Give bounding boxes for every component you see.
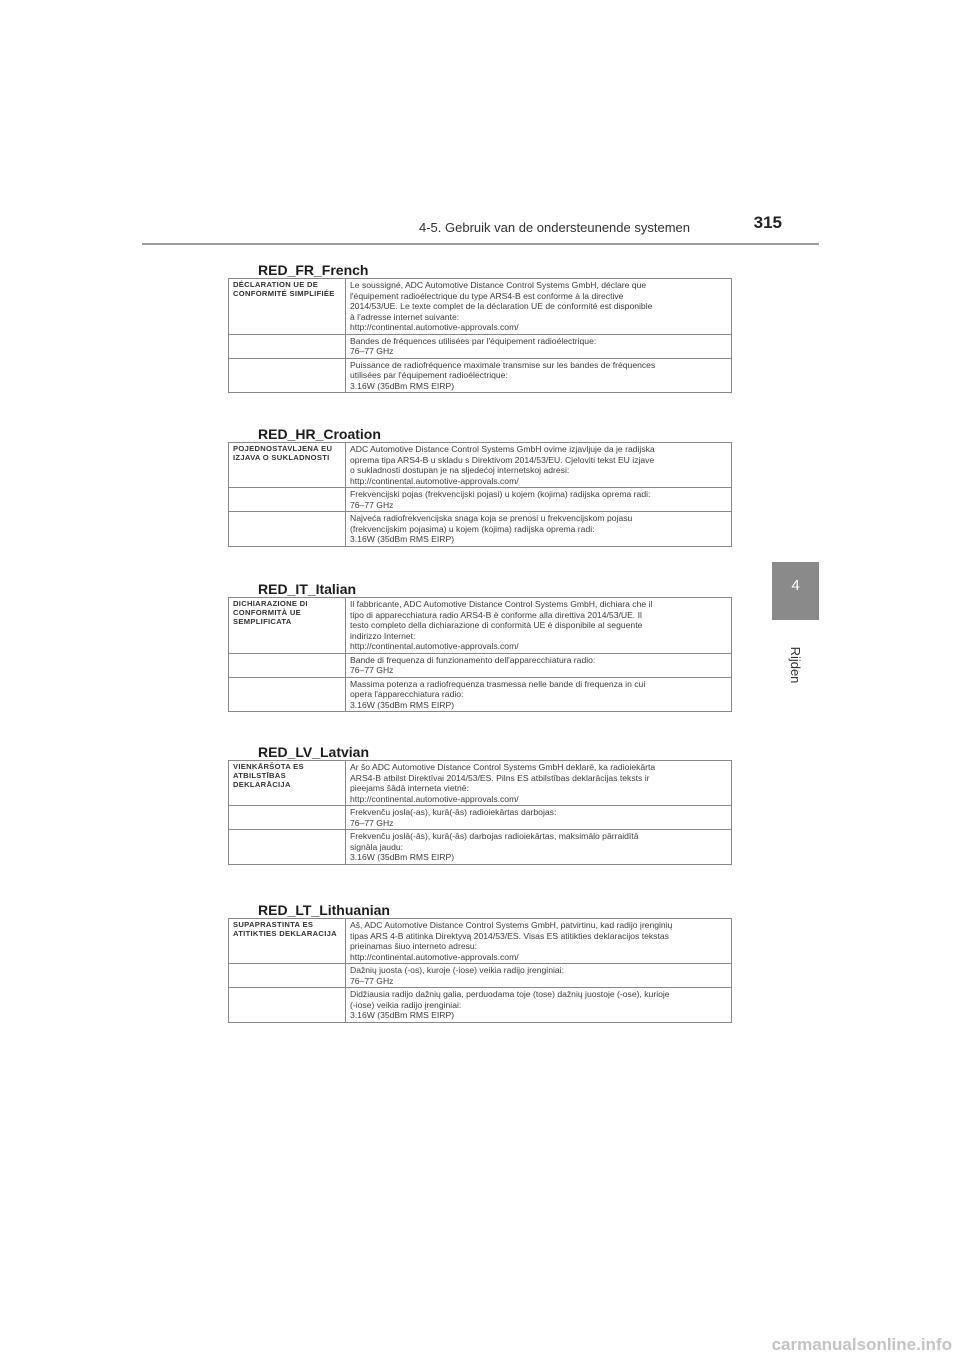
text-line: 3.16W (35dBm RMS EIRP): [350, 852, 455, 862]
declaration-label: [229, 358, 346, 393]
table-row: [229, 806, 732, 830]
declaration-text: [346, 806, 732, 830]
section-heading: RED_LT_Lithuanian: [258, 902, 390, 918]
text-line: ARS4-B atbilst Direktīvai 2014/53/ES. Pilns ES atbilstības deklarācijas teksts ir: [350, 772, 650, 783]
declaration-text: [346, 677, 732, 712]
declaration-label: [229, 806, 346, 830]
declaration-text: [346, 653, 732, 677]
text-line: http://continental.automotive-approvals.com/: [350, 322, 519, 332]
text-line: prieinamas šiuo interneto adresu:: [350, 941, 478, 951]
declaration-text: [346, 443, 732, 488]
declaration-label: [229, 830, 346, 865]
text-line: 3.16W (35dBm RMS EIRP): [350, 1010, 455, 1020]
page-header-title: 4-5. Gebruik van de ondersteunende systemen: [418, 220, 690, 235]
declaration-text: [346, 512, 732, 547]
table-row: [229, 358, 732, 393]
declaration-table: [228, 597, 732, 712]
section-heading: RED_HR_Croation: [258, 426, 381, 442]
declaration-text: [346, 598, 732, 654]
text-line: http://continental.automotive-approvals.com/: [350, 641, 519, 651]
text-line: 76–77 GHz: [350, 499, 394, 510]
section-heading: RED_IT_Italian: [258, 581, 357, 597]
declaration-section: [228, 744, 732, 865]
declaration-text: [346, 964, 732, 988]
declaration-text: [346, 988, 732, 1023]
table-row: [229, 964, 732, 988]
text-line: (frekvencijskim pojasima) u kojem (kojima) radijska oprema radi:: [350, 523, 595, 534]
declaration-table: [228, 278, 732, 393]
text-line: 2014/53/UE. Le texte complet de la déclaration UE de conformité est disponible: [350, 301, 653, 311]
chapter-tab: 4: [772, 562, 819, 620]
declaration-section: [228, 426, 732, 547]
declaration-label: [229, 512, 346, 547]
text-line: Frekvenču josla(-as), kurā(-ās) radioiekārtas darbojas:: [350, 807, 557, 817]
text-line: Le soussigné, ADC Automotive Distance Control Systems GmbH, déclare que: [350, 280, 647, 290]
text-line: Aš, ADC Automotive Distance Control Systems GmbH, patvirtinu, kad radijo įrenginių: [350, 920, 673, 930]
text-line: http://continental.automotive-approvals.com/: [350, 475, 519, 486]
text-line: pieejams šādā interneta vietnē:: [350, 783, 469, 793]
declaration-text: [346, 761, 732, 806]
declaration-label: [229, 653, 346, 677]
text-line: Bande di frequenza di funzionamento dell'apparecchiatura radio:: [350, 654, 596, 665]
text-line: utilisées par l'équipement radioélectrique:: [350, 370, 508, 380]
text-line: 3.16W (35dBm RMS EIRP): [350, 699, 455, 710]
watermark: carmanualsonline.info: [771, 1335, 952, 1354]
table-row: [229, 761, 732, 806]
text-line: Frekvenču joslā(-ās), kurā(-ās) darbojas radioiekārtas, maksimālo pārraidītā: [350, 831, 639, 841]
text-line: Dažnių juosta (-os), kuroje (-iose) veikia radijo įrenginiai:: [350, 965, 564, 975]
table-row: [229, 512, 732, 547]
declaration-label: [229, 964, 346, 988]
chapter-label: Rijden: [788, 646, 803, 684]
text-line: Il fabbricante, ADC Automotive Distance Control Systems GmbH, dichiara che il: [350, 599, 653, 609]
declaration-label: POJEDNOSTAVLJENA EU IZJAVA O SUKLADNOSTI: [229, 443, 346, 488]
table-row: [229, 653, 732, 677]
text-line: Ar šo ADC Automotive Distance Control Systems GmbH deklarē, ka radioiekārta: [350, 762, 656, 772]
text-line: (-iose) veikia radijo įrenginiai:: [350, 999, 462, 1010]
text-line: testo completo della dichiarazione di conformità UE è disponibile al seguente: [350, 620, 643, 630]
declaration-label: [229, 488, 346, 512]
declaration-section: [228, 262, 732, 393]
text-line: 76–77 GHz: [350, 346, 394, 356]
text-line: o sukladnosti dostupan je na sljedećoj internetskoj adresi:: [350, 465, 570, 475]
text-line: tipas ARS 4-B atitinka Direktyvą 2014/53/ES. Visas ES atitikties deklaracijos tekstas: [350, 930, 669, 941]
page-number: 315: [753, 213, 782, 232]
text-line: oprema tipa ARS4-B u skladu s Direktivom 2014/53/EU. Cjeloviti tekst EU izjave: [350, 454, 655, 465]
declaration-label: [229, 334, 346, 358]
text-line: Frekvencijski pojas (frekvencijski pojasi) u kojem (kojima) radijska oprema radi:: [350, 489, 651, 499]
text-line: à l'adresse internet suivante:: [350, 311, 460, 322]
declaration-text: [346, 279, 732, 335]
text-line: 3.16W (35dBm RMS EIRP): [350, 380, 455, 391]
table-row: [229, 677, 732, 712]
text-line: 76–77 GHz: [350, 665, 394, 675]
declaration-label: VIENKĀRŠOTA ES ATBILSTĪBAS DEKLARĀCIJA: [229, 761, 346, 806]
table-row: [229, 988, 732, 1023]
text-line: opera l'apparecchiatura radio:: [350, 689, 464, 699]
text-line: tipo di apparecchiatura radio ARS4-B è conforme alla direttiva 2014/53/UE. Il: [350, 609, 642, 620]
table-row: [229, 598, 732, 654]
declaration-text: [346, 488, 732, 512]
declaration-table: [228, 442, 732, 547]
declaration-label: [229, 988, 346, 1023]
text-line: Puissance de radiofréquence maximale transmise sur les bandes de fréquences: [350, 359, 656, 370]
section-heading: RED_LV_Latvian: [258, 744, 369, 760]
declaration-label: [229, 677, 346, 712]
table-row: [229, 488, 732, 512]
text-line: signāla jaudu:: [350, 841, 404, 852]
text-line: 76–77 GHz: [350, 817, 394, 828]
declaration-table: [228, 760, 732, 865]
declaration-text: [346, 919, 732, 964]
declaration-label: SUPAPRASTINTA ES ATITIKTIES DEKLARACIJA: [229, 919, 346, 964]
text-line: Massima potenza a radiofrequenza trasmessa nelle bande di frequenza in cui: [350, 678, 646, 689]
declaration-section: [228, 902, 732, 1023]
header-rule: [142, 243, 819, 245]
declaration-section: [228, 581, 732, 712]
table-row: [229, 830, 732, 865]
text-line: Bandes de fréquences utilisées par l'équipement radioélectrique:: [350, 335, 597, 346]
table-row: [229, 334, 732, 358]
text-line: Najveća radiofrekvencijska snaga koja se prenosi u frekvencijskom pojasu: [350, 513, 633, 523]
text-line: ADC Automotive Distance Control Systems GmbH ovime izjavljuje da je radijska: [350, 444, 655, 454]
declaration-text: [346, 334, 732, 358]
text-line: indirizzo Internet:: [350, 630, 416, 641]
table-row: [229, 919, 732, 964]
section-heading: RED_FR_French: [258, 262, 369, 278]
text-line: 3.16W (35dBm RMS EIRP): [350, 534, 455, 544]
declaration-text: [346, 358, 732, 393]
text-line: 76–77 GHz: [350, 975, 394, 986]
declaration-table: [228, 918, 732, 1023]
text-line: Didžiausia radijo dažnių galia, perduodama toje (tose) dažnių juostoje (-ose), kurioje: [350, 989, 670, 999]
declaration-label: DICHIARAZIONE DI CONFORMITÀ UE SEMPLIFICATA: [229, 598, 346, 654]
text-line: l'équipement radioélectrique du type ARS4-B est conforme à la directive: [350, 290, 624, 301]
table-row: [229, 443, 732, 488]
text-line: http://continental.automotive-approvals.com/: [350, 951, 519, 962]
declaration-label: DÉCLARATION UE DE CONFORMITÉ SIMPLIFIÉE: [229, 279, 346, 335]
declaration-text: [346, 830, 732, 865]
table-row: [229, 279, 732, 335]
text-line: http://continental.automotive-approvals.com/: [350, 793, 519, 804]
